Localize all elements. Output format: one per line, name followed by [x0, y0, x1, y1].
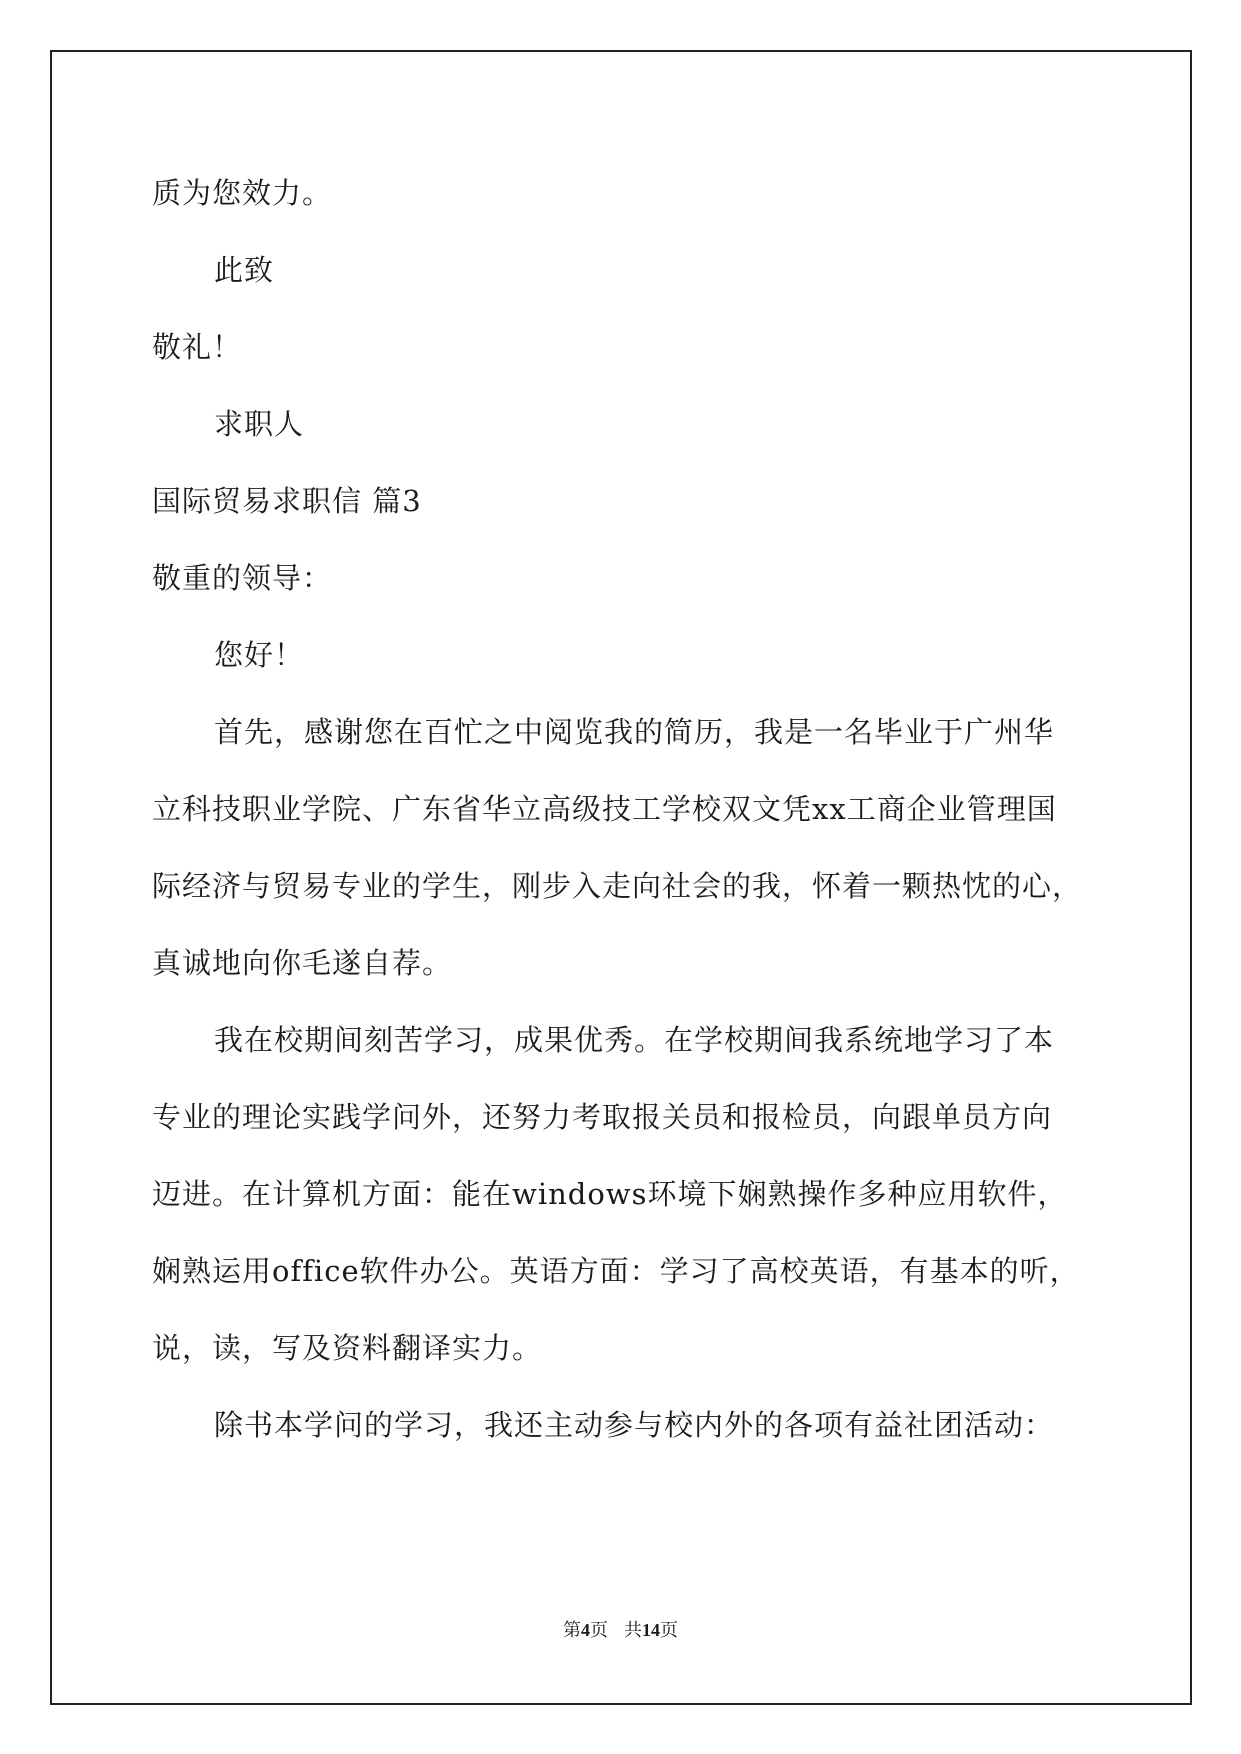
section-heading: 国际贸易求职信 篇3 — [152, 484, 422, 518]
text-line: 立科技职业学院、广东省华立高级技工学校双文凭xx工商企业管理国 — [152, 792, 1057, 826]
total-pages-number: 14 — [642, 1620, 660, 1640]
text-line: 际经济与贸易专业的学生，刚步入走向社会的我，怀着一颗热忱的心， — [152, 869, 1083, 903]
text-line: 说，读，写及资料翻译实力。 — [152, 1331, 543, 1365]
text-line: 真诚地向你毛遂自荐。 — [152, 946, 453, 980]
text-line: 娴熟运用office软件办公。英语方面：学习了高校英语，有基本的听， — [152, 1254, 1080, 1288]
greeting-line: 敬重的领导： — [152, 561, 333, 595]
text-line: 专业的理论实践学问外，还努力考取报关员和报检员，向跟单员方向 — [152, 1100, 1053, 1134]
text-line: 首先，感谢您在百忙之中阅览我的简历，我是一名毕业于广州华 — [214, 715, 1055, 749]
footer-page-unit: 页 — [590, 1620, 608, 1640]
footer-total-prefix: 共 — [624, 1620, 642, 1640]
text-line: 质为您效力。 — [152, 176, 333, 210]
current-page-number: 4 — [581, 1620, 590, 1640]
text-line: 迈进。在计算机方面：能在windows环境下娴熟操作多种应用软件， — [152, 1177, 1068, 1211]
greeting-hello: 您好！ — [214, 638, 305, 672]
signature-line: 求职人 — [214, 407, 305, 441]
text-line: 除书本学问的学习，我还主动参与校内外的各项有益社团活动： — [214, 1408, 1055, 1442]
closing-respect: 敬礼！ — [152, 330, 243, 364]
text-line: 我在校期间刻苦学习，成果优秀。在学校期间我系统地学习了本 — [214, 1023, 1055, 1057]
closing-salutation: 此致 — [214, 253, 275, 287]
footer-prefix: 第 — [563, 1620, 581, 1640]
page-footer — [0, 1616, 1241, 1642]
footer-total-unit: 页 — [660, 1620, 678, 1640]
